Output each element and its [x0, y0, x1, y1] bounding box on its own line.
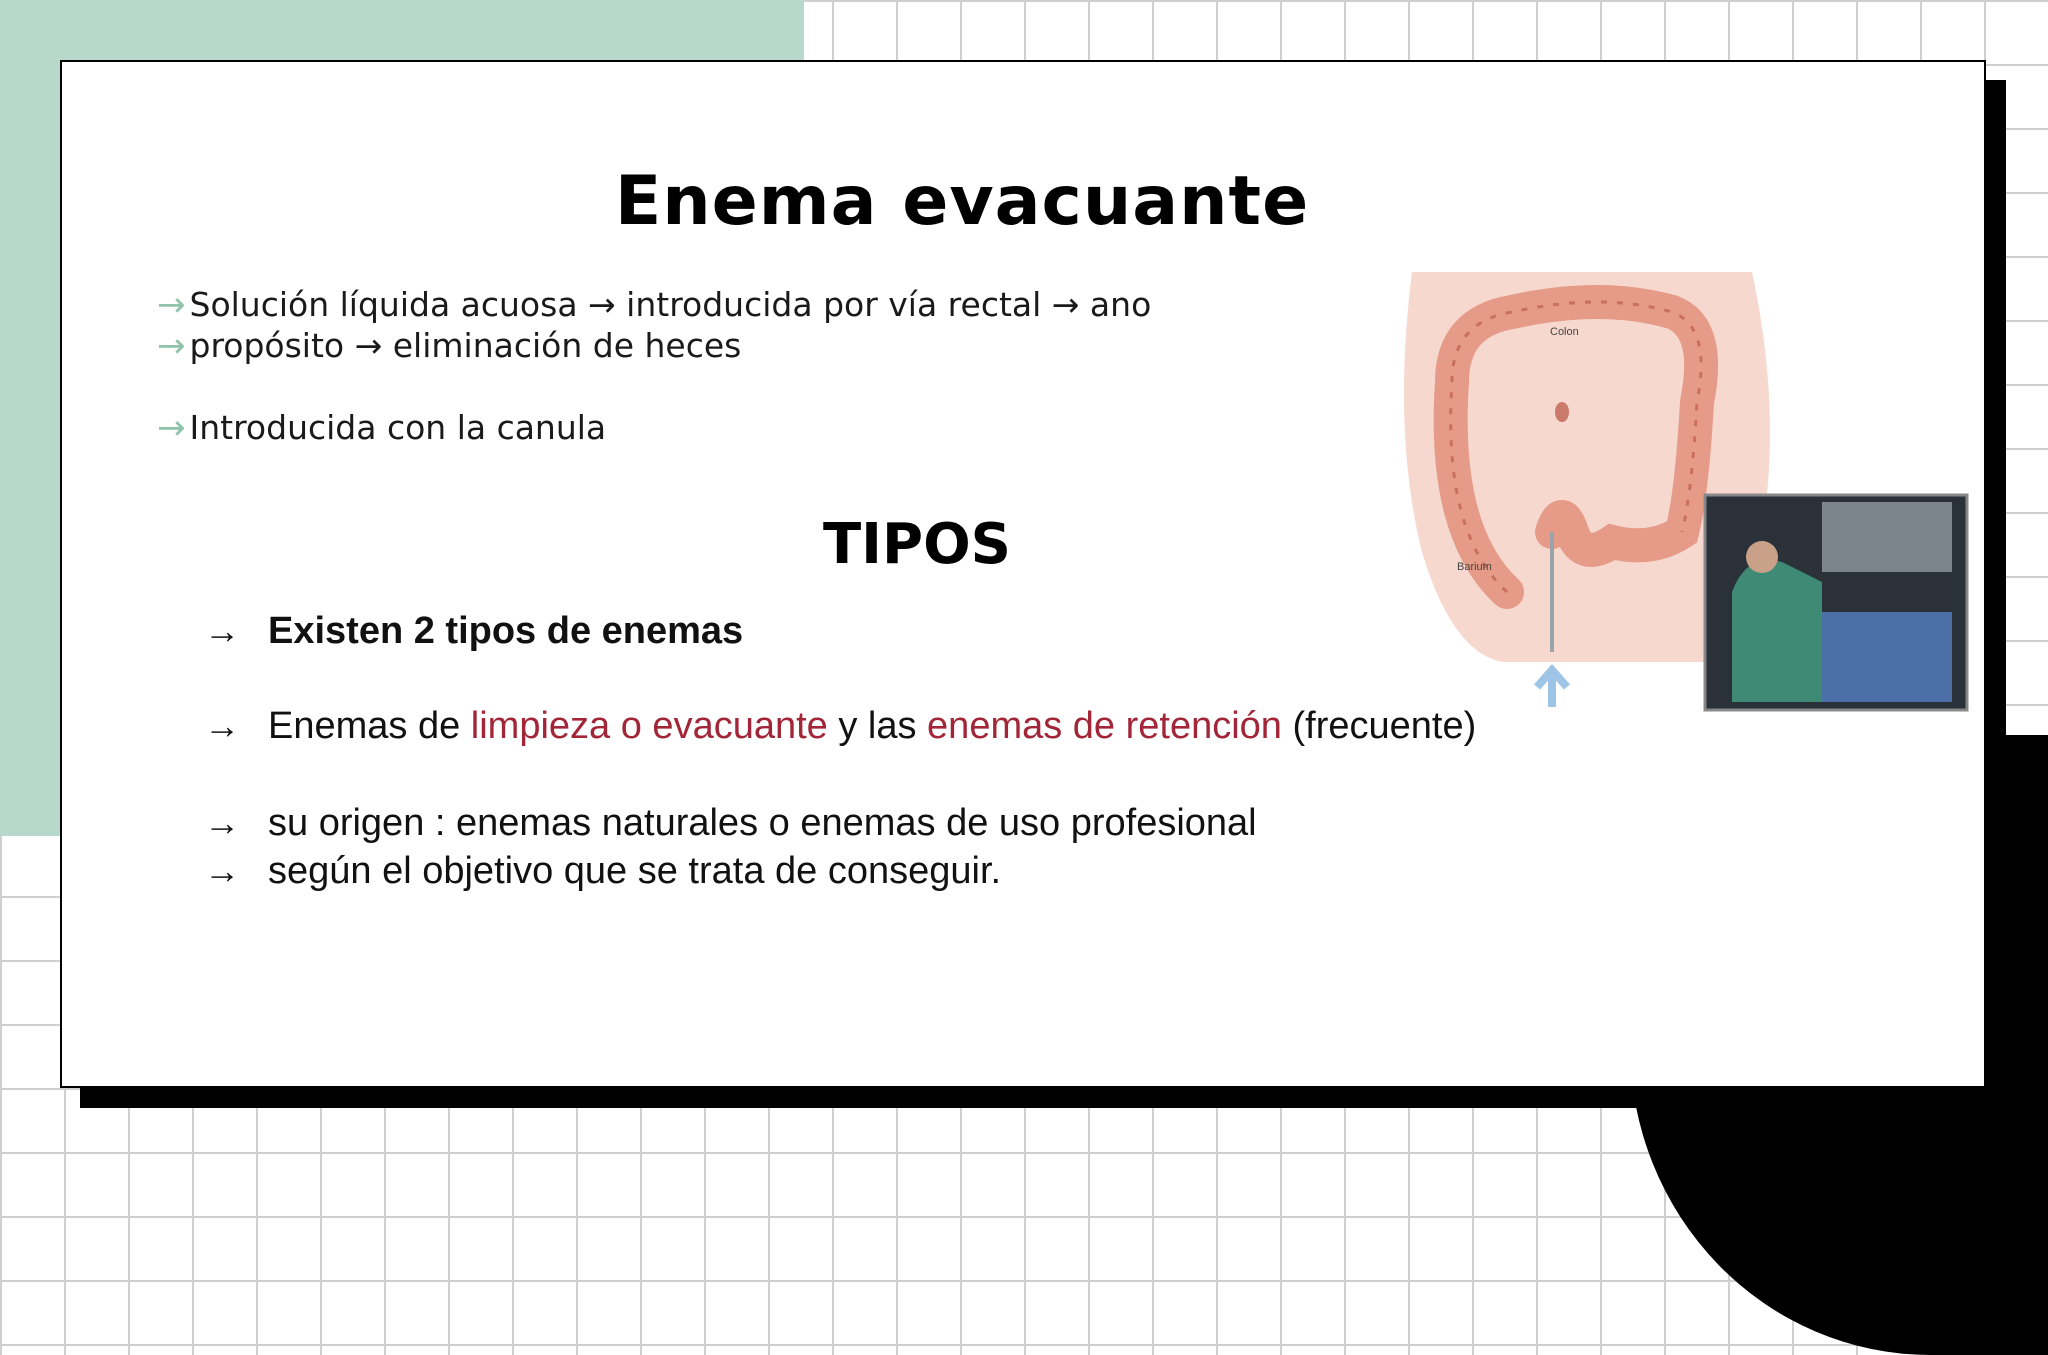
slide-title: Enema evacuante [614, 162, 1310, 241]
highlight-retencion: enemas de retención [927, 705, 1282, 747]
types-item-4: → según el objetivo que se trata de conseguir. [204, 850, 1002, 892]
arrow-right-icon: → [1051, 285, 1080, 324]
xray-machine [1822, 502, 1952, 572]
label-colon: Colon [1550, 326, 1579, 338]
patient-figure [1822, 612, 1952, 702]
arrow-right-icon: → [157, 408, 186, 448]
technician-figure [1732, 560, 1822, 702]
label-barium: Barium [1457, 561, 1492, 573]
colon-illustration [1352, 232, 1972, 752]
arrow-right-icon: → [157, 285, 186, 325]
intro-item-1: → Solución líquida acuosa → introducida por vía rectal → ano [157, 285, 1152, 325]
intro-item-3: → Introducida con la canula [157, 408, 607, 448]
types-item-2: → Enemas de limpieza o evacuante y las enemas de retención (frecuente) [204, 705, 1477, 747]
intro-list [157, 284, 1151, 448]
arrow-right-icon: → [354, 326, 383, 365]
arrow-right-icon: → [204, 802, 240, 843]
types-item-3: → su origen : enemas naturales o enemas de uso profesional [204, 802, 1257, 844]
arrow-right-icon: → [588, 285, 616, 324]
arrow-right-icon: → [204, 610, 240, 651]
slide-card [60, 60, 1986, 1088]
arrow-right-icon: → [204, 705, 240, 746]
arrow-up-icon [1537, 670, 1567, 707]
highlight-limpieza: limpieza o evacuante [470, 705, 828, 747]
arrow-right-icon: → [157, 326, 186, 366]
technician-head [1746, 541, 1778, 573]
navel [1555, 402, 1569, 422]
intro-item-2: → propósito → eliminación de heces [157, 326, 742, 366]
section-heading-tipos: TIPOS [822, 512, 1011, 577]
arrow-right-icon: → [204, 850, 240, 891]
types-item-1: → Existen 2 tipos de enemas [204, 610, 744, 652]
